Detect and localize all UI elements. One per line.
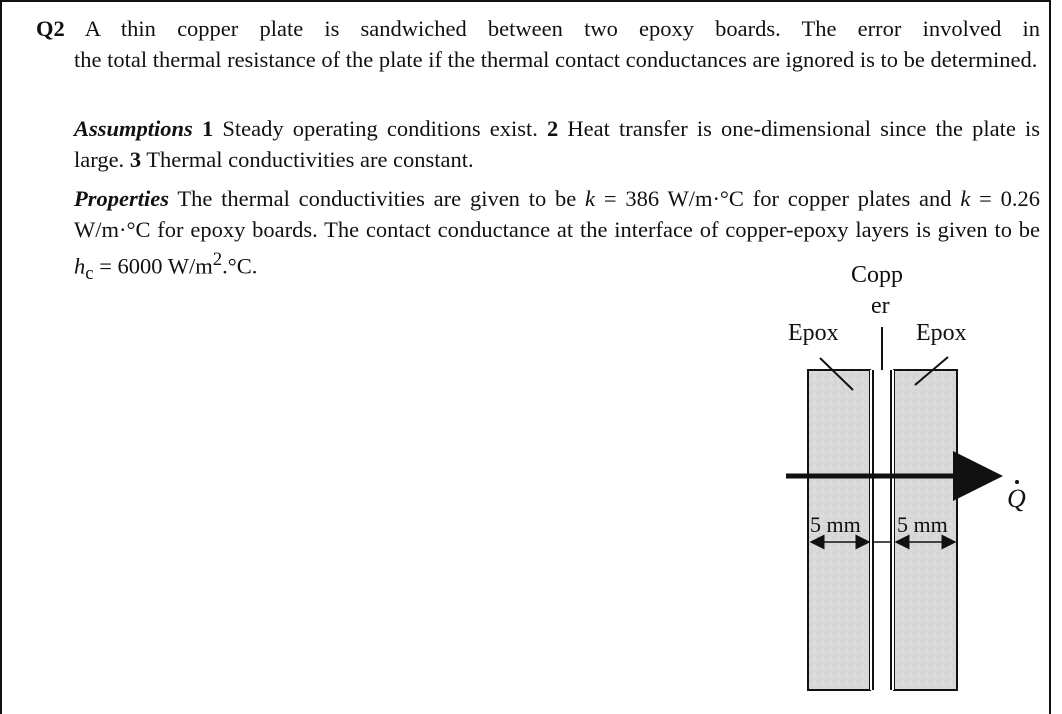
assumptions-heading: Assumptions bbox=[74, 116, 193, 141]
copper-label-line1: Copp bbox=[851, 262, 904, 288]
properties-heading: Properties bbox=[74, 186, 169, 211]
properties-text-1: The thermal conductivities are given to be bbox=[169, 186, 586, 211]
question-rest: the total thermal resistance of the plate if the thermal contact conductances are ignored is to be determined. bbox=[74, 46, 1038, 72]
exponent-2: 2 bbox=[212, 249, 223, 270]
assumption-number-3: 3 bbox=[129, 146, 142, 172]
epoxy-right-label: Epox bbox=[916, 320, 967, 346]
assumption-text-3: Thermal conductivities are constant. bbox=[141, 146, 474, 172]
dimension-right-label: 5 mm bbox=[897, 512, 948, 537]
question-label: Q2 bbox=[36, 16, 65, 41]
properties-text-2: = 386 W/m·°C for copper plates and bbox=[595, 186, 961, 211]
heat-rate-dot bbox=[1015, 480, 1019, 484]
assumption-text-2: Heat transfer is one-dimensional since the plate is large. bbox=[74, 116, 1041, 172]
plate-diagram bbox=[760, 255, 1060, 714]
copper-label-line2: er bbox=[871, 293, 890, 319]
symbol-h-subscript: c bbox=[85, 263, 94, 284]
heat-rate-label: Q bbox=[1007, 484, 1026, 513]
question-line1: A thin copper plate is sandwiched between two epoxy boards. The error involved in bbox=[84, 16, 1040, 41]
properties-text-4: = 6000 W/m bbox=[93, 253, 213, 279]
assumption-text-1: Steady operating conditions exist. bbox=[213, 116, 548, 141]
question-first-line bbox=[36, 14, 1040, 45]
assumption-number-1: 1 bbox=[201, 116, 214, 141]
properties-text-5: .°C. bbox=[222, 253, 258, 279]
epoxy-left-label: Epox bbox=[788, 320, 839, 346]
question-paragraph bbox=[36, 14, 1040, 75]
symbol-k-copper: k bbox=[585, 186, 596, 211]
dimension-left-label: 5 mm bbox=[810, 512, 861, 537]
symbol-k-epoxy: k bbox=[960, 186, 971, 211]
assumptions-paragraph bbox=[74, 114, 1040, 175]
symbol-h: h bbox=[74, 253, 86, 279]
assumption-number-2: 2 bbox=[547, 116, 559, 141]
properties-text-3: = 0.26 W/m·°C for epoxy boards. The contact conductance at the interface of copper-epoxy layers is given to be bbox=[74, 186, 1040, 242]
